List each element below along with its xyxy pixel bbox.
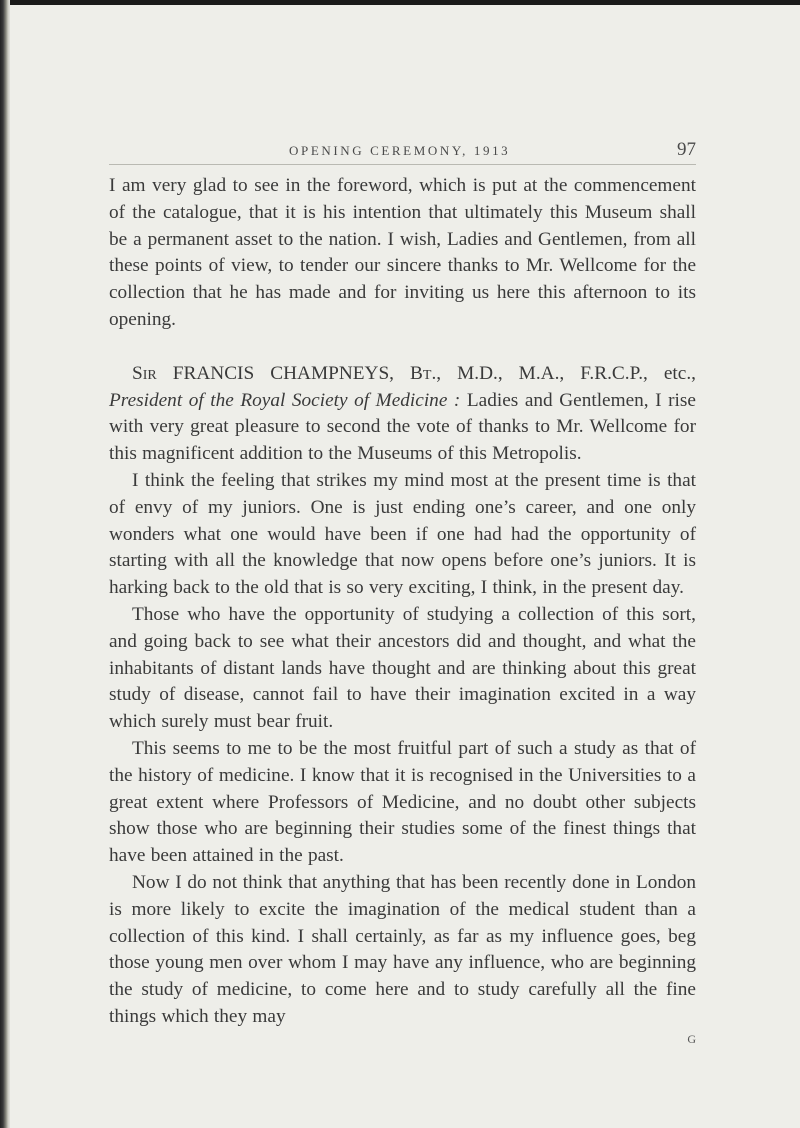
signature-mark: G <box>687 1031 696 1046</box>
speaker-speech: Ladies and Gentlemen, I rise with very great pleasure to second the vote of thanks to Mr. Wellcome for this magnificent addition to the Museums of this Metropolis. <box>109 389 696 465</box>
paragraph-3: I think the feeling that strikes my mind most at the present time is that of envy of my juniors. One is just ending one’s career, and one only wonders what one would have been if one had had the opportunity of starting with all the knowledge that now opens before one’s juniors. It is harking back to the old that is so very exciting, I think, in the present day. <box>109 469 696 599</box>
head-rule <box>109 164 696 165</box>
speaker-title: Sir <box>132 362 157 384</box>
running-title: OPENING CEREMONY, 1913 <box>289 143 511 158</box>
speaker-role: President of the Royal Society of Medicine : <box>109 389 461 411</box>
page-number: 97 <box>677 139 696 160</box>
paragraph-5: This seems to me to be the most fruitful part of such a study as that of the history of medicine. I know that it is recognised in the Universities to a great extent where Professors of Medicine, and no doubt other subjects show those who are beginning their studies some of the finest things that have been attained in the past. <box>109 737 696 867</box>
paragraph-6: Now I do not think that anything that has been recently done in London is more likely to excite the imagination of the medical student than a collection of this kind. I shall certainly, as far as my influence goes, beg those young men over whom I may have any influence, who are beginning the study of medicine, to come here and to study carefully all the fine things which they may <box>109 871 696 1027</box>
speaker-degrees: , M.D., M.A., F.R.C.P., etc., <box>436 362 696 384</box>
paragraph-1: I am very glad to see in the foreword, which is put at the commencement of the catalogue, that it is his intention that ultimately this Museum shall be a permanent asset to the nation. I wish, Ladies and Gentlemen, from all these points of view, to tender our sincere thanks to Mr. Wellcome for the collection that he has made and for inviting us here this afternoon to its opening. <box>109 175 696 330</box>
speaker-name: FRANCIS CHAMPNEYS, <box>156 362 411 384</box>
running-head <box>109 135 696 165</box>
speaker-baronet: Bt. <box>410 362 437 384</box>
page-top-edge <box>0 0 800 5</box>
paragraph-4: Those who have the opportunity of studying a collection of this sort, and going back to see what their ancestors did and thought, and what the inhabitants of distant lands have thought and are thinking about this great study of disease, cannot fail to have their imagination excited in a way which surely must bear fruit. <box>109 603 696 733</box>
paragraph-speaker <box>109 361 696 468</box>
book-page <box>109 135 696 1047</box>
book-binding-edge <box>0 0 10 1128</box>
